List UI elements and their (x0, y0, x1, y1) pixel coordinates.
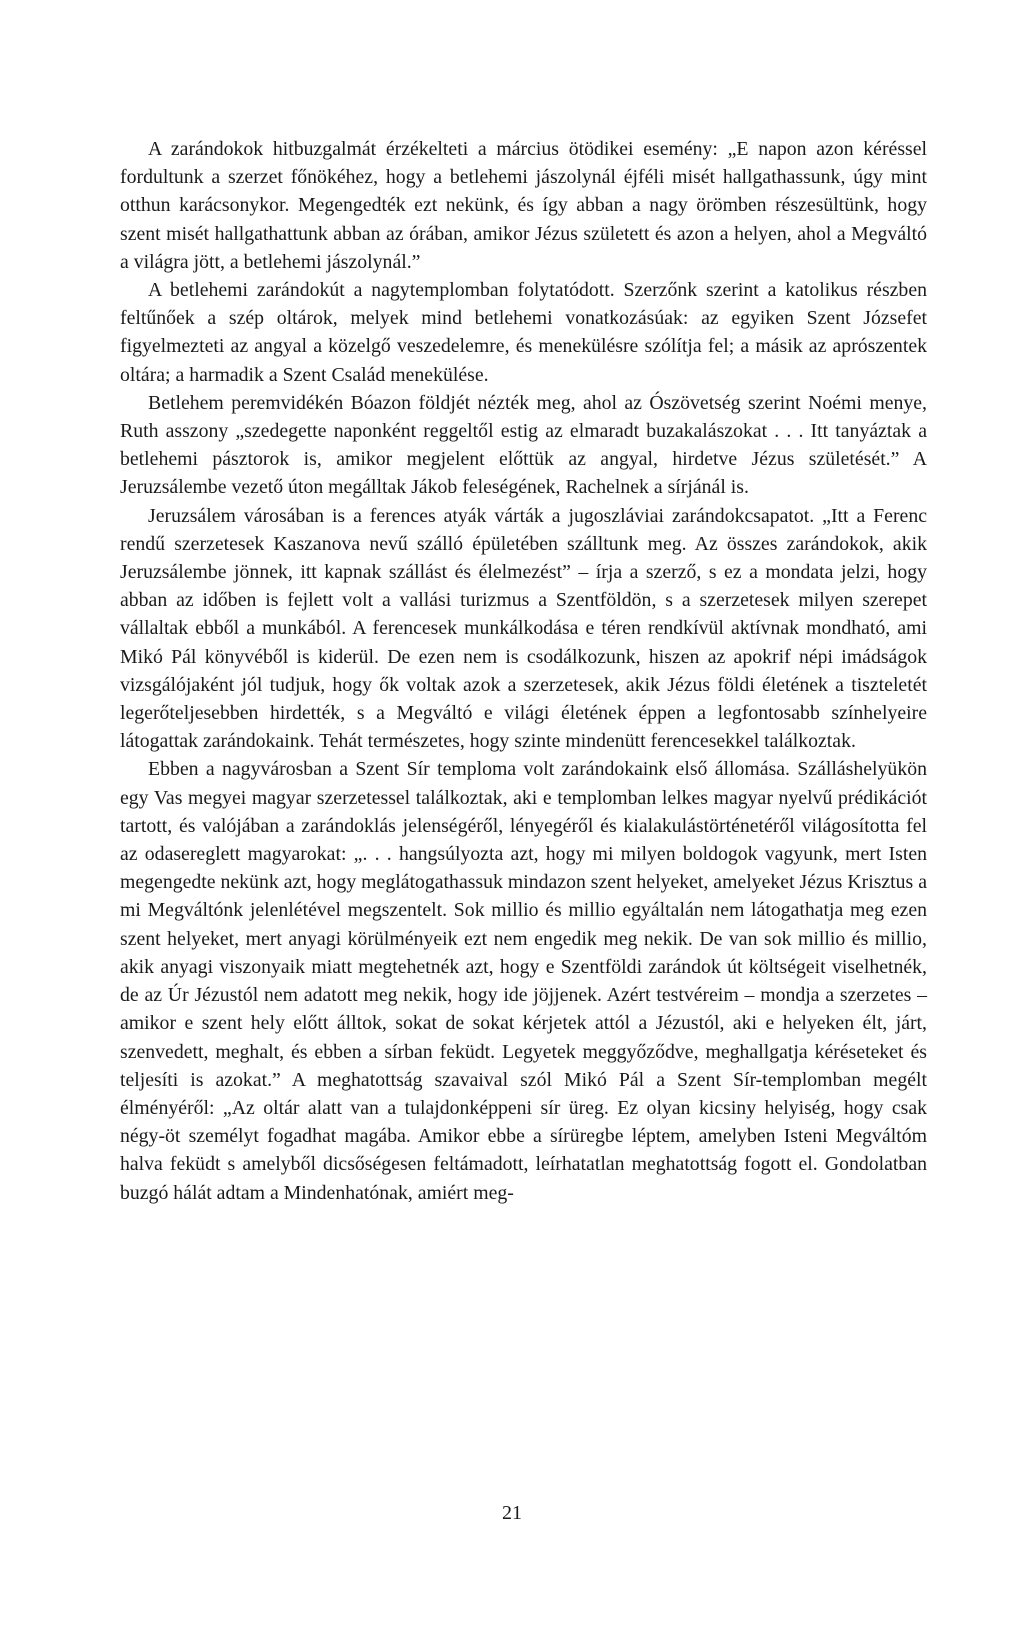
paragraph-3: Betlehem peremvidékén Bóazon földjét nézték meg, ahol az Ószövetség szerint Noémi menye, Ruth asszony „szedegette naponként reggeltől estig az elmaradt buzakalászokat . . . Itt tanyáztak a betlehemi pásztorok is, amikor megjelent előttük az angyal, hirdetve Jézus születését.” A Jeruzsálembe vezető úton megálltak Jákob feleségének, Rachelnek a sírjánál is. (120, 391, 927, 499)
page-number: 21 (502, 1502, 522, 1524)
page-body (120, 135, 927, 1207)
paragraph-5: Ebben a nagyvárosban a Szent Sír temploma volt zarándokaink első állomása. Szálláshelyükön egy Vas megyei magyar szerzetessel találkoztak, aki e templomban lelkes magyar nyelvű prédikációt tartott, és valójában a zarándoklás jelenségéről, lényegéről és kialakulástörténetéről világosította fel az odasereglett magyarokat: „. . . hangsúlyozta azt, hogy mi milyen boldogok vagyunk, mert Isten megengedte nekünk azt, hogy meglátogathassuk mindazon szent helyeket, amelyeket Jézus Krisztus a mi Megváltónk jelenlétével megszentelt. Sok millio és millio egyáltalán nem látogathatja meg ezen szent helyeket, mert anyagi körülményeik ezt nem engedik meg nekik. De van sok millio és millio, akik anyagi viszonyaik miatt megtehetnék azt, hogy e Szentföldi zarándok út költségeit viselhetnék, de az Úr Jézustól nem adatott meg nekik, hogy ide jöjjenek. Azért testvéreim – mondja a szerzetes – amikor e szent hely előtt álltok, sokat de sokat kérjetek attól a Jézustól, aki e helyeken élt, járt, szenvedett, meghalt, és ebben a sírban feküdt. Legyetek meggyőződve, meghallgatja kéréseteket és teljesíti is azokat.” A meghatottság szavaival szól Mikó Pál a Szent Sír-templomban megélt élményéről: „Az oltár alatt van a tulajdonképpeni sír üreg. Ez olyan kicsiny helyiség, hogy csak négy-öt személyt fogadhat magába. Amikor ebbe a sírüregbe léptem, amelyben Isteni Megváltóm halva feküdt s amelyből dicsőségesen feltámadott, leírhatatlan meghatottság fogott el. Gondolatban buzgó hálát adtam a Mindenhatónak, amiért meg- (120, 758, 927, 1204)
paragraph-1: A zarándokok hitbuzgalmát érzékelteti a március ötödikei esemény: „E napon azon kéréssel fordultunk a szerzet főnökéhez, hogy a betlehemi jászolynál éjféli misét hallgathassunk, úgy mint otthun karácsonykor. Megengedték ezt nekünk, és így abban a nagy örömben részesültünk, hogy szent misét hallgathattunk abban az órában, amikor Jézus született és azon a helyen, ahol a Megváltó a világra jött, a betlehemi jászolynál.” (120, 138, 927, 273)
paragraph-2: A betlehemi zarándokút a nagytemplomban folytatódott. Szerzőnk szerint a katolikus részben feltűnőek a szép oltárok, melyek mind betlehemi vonatkozásúak: az egyiken Szent Józsefet figyelmezteti az angyal a közelgő veszedelemre, és menekülésre szólítja fel; a másik az aprószentek oltára; a harmadik a Szent Család menekülése. (120, 279, 927, 386)
paragraph-4: Jeruzsálem városában is a ferences atyák várták a jugoszláviai zarándokcsapatot. „Itt a Ferenc rendű szerzetesek Kaszanova nevű szálló épületében szálltunk meg. Az összes zarándokok, akik Jeruzsálembe jönnek, itt kapnak szállást és élelmezést” – írja a szerző, s ez a mondata jelzi, hogy abban az időben is fejlett volt a vallási turizmus a Szentföldön, s a szerzetesek milyen szerepet vállaltak ebből a munkából. A ferencesek munkálkodása e téren rendkívül aktívnak mondható, ami Mikó Pál könyvéből is kiderül. De ezen nem is csodálkozunk, hiszen az apokrif népi imádságok vizsgálójaként jól tudjuk, hogy ők voltak azok a szerzetesek, akik Jézus földi életének a tiszteletét legerőteljesebben hirdették, s a Megváltó e világi életének éppen a legfontosabb színhelyeire látogattak zarándokaink. Tehát természetes, hogy szinte mindenütt ferencesekkel találkoztak. (120, 504, 927, 753)
